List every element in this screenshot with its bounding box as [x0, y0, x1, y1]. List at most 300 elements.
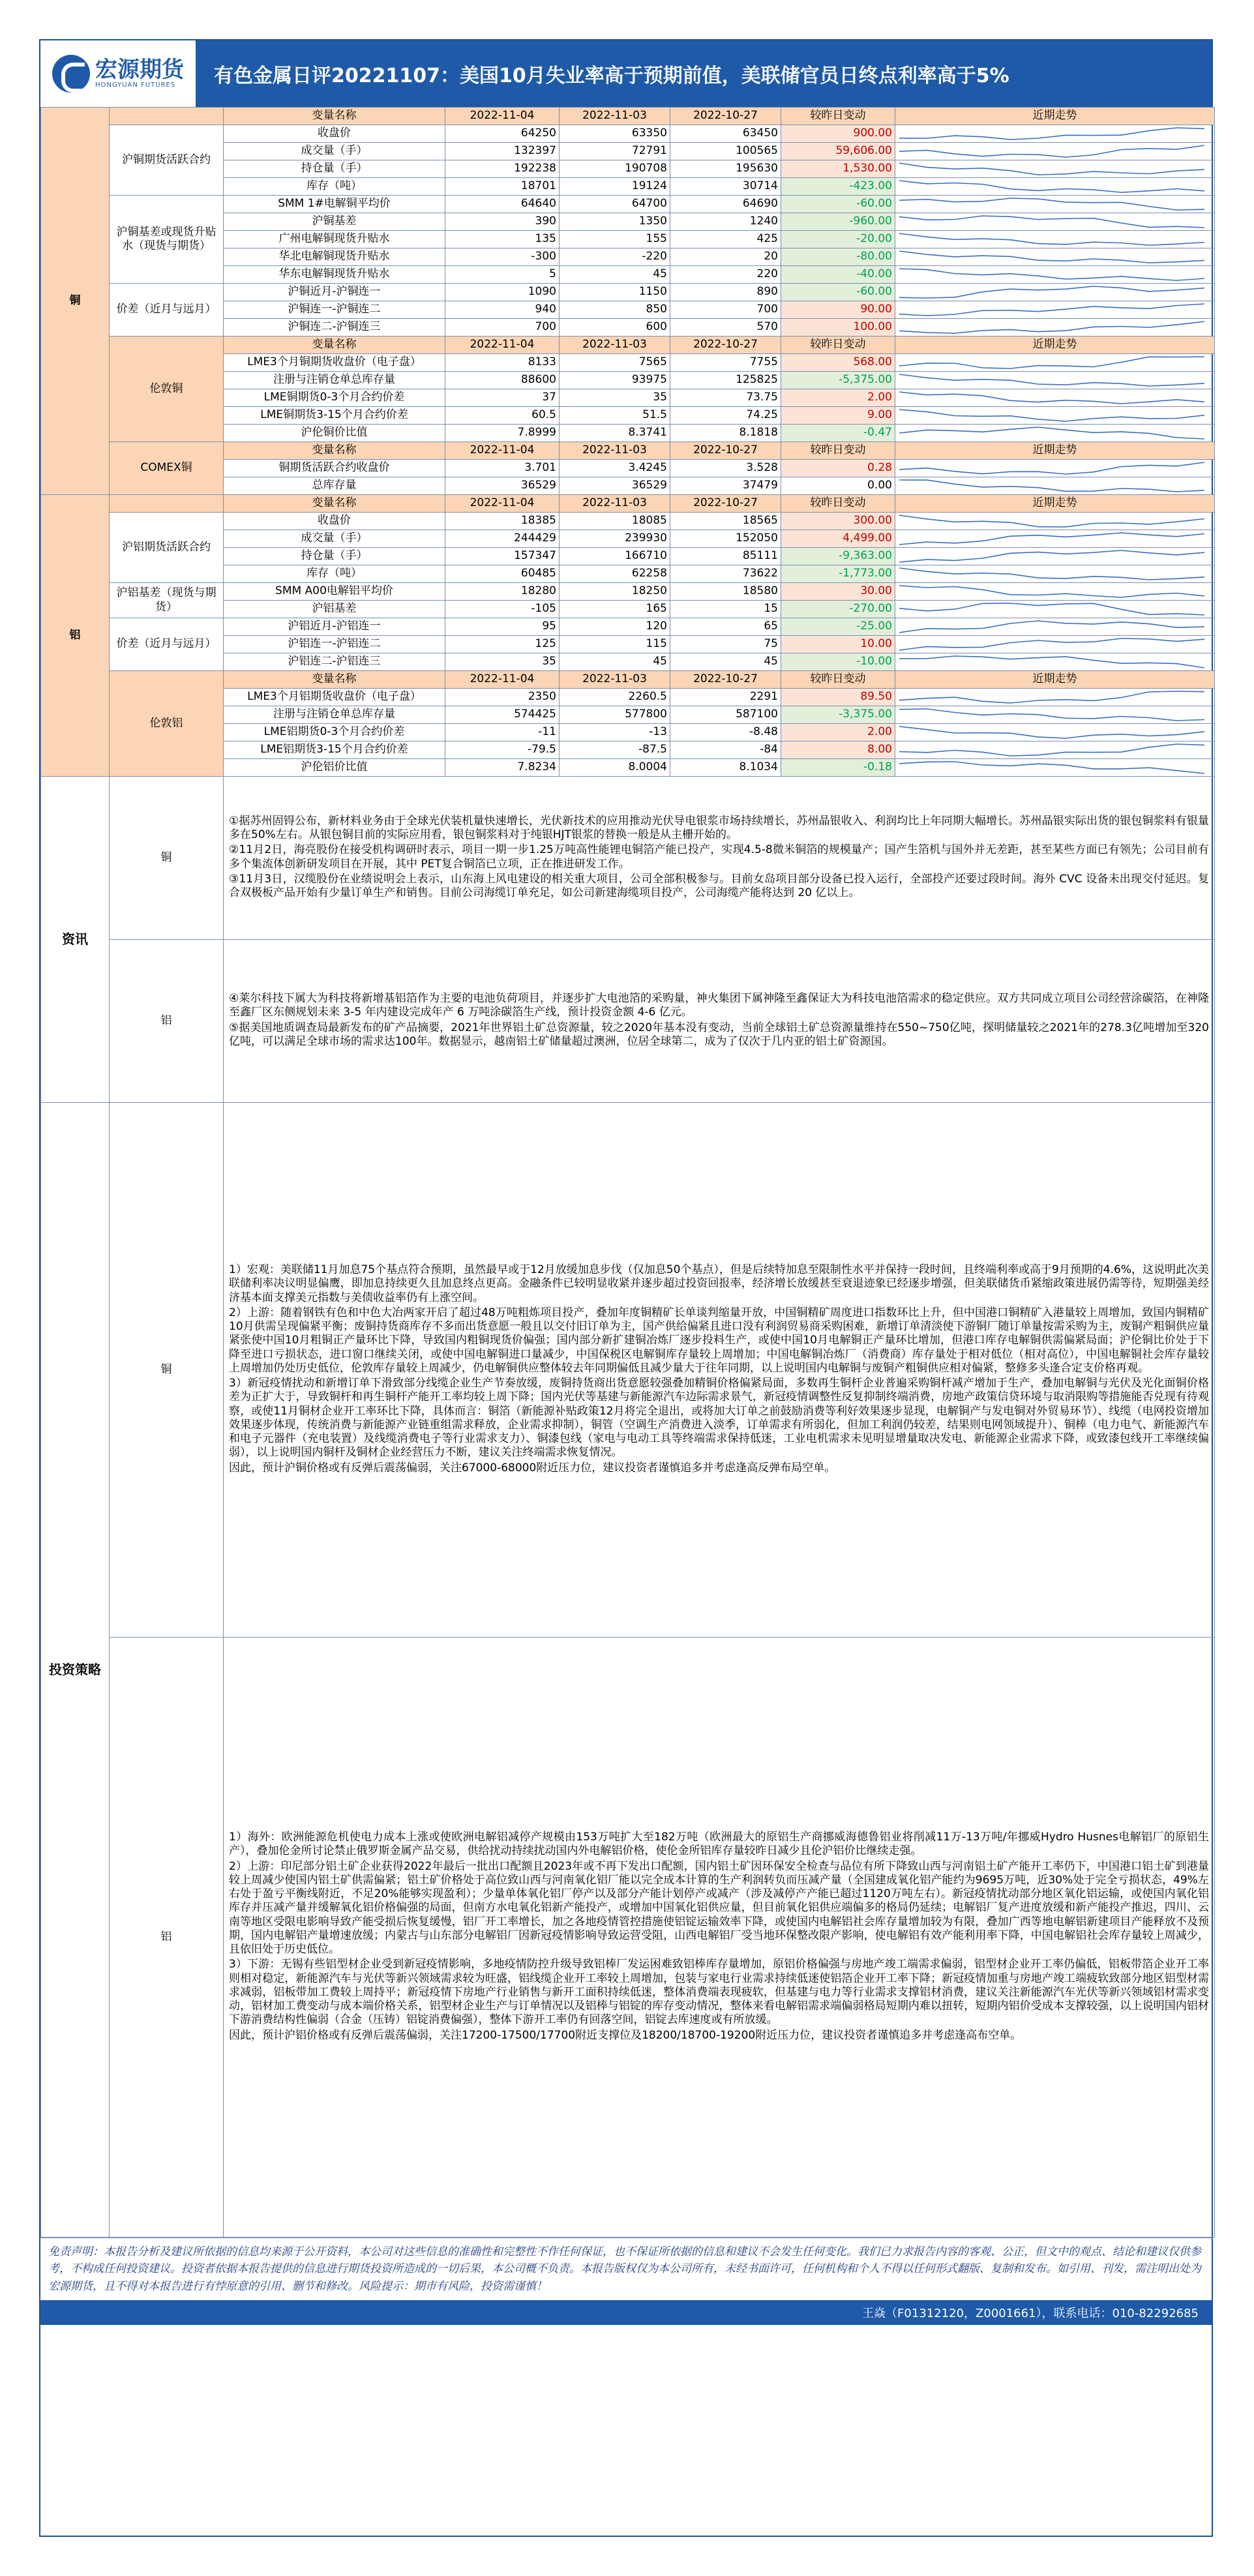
- change-cell: -25.00: [781, 618, 895, 636]
- sparkline-series: [899, 233, 1204, 245]
- report-page: [39, 39, 1213, 2537]
- trend-cell: [895, 477, 1215, 495]
- change-cell: -270.00: [781, 601, 895, 618]
- sparkline: [895, 320, 1208, 335]
- sparkline-series: [899, 145, 1204, 157]
- sparkline-series: [899, 410, 1204, 421]
- sparkline: [895, 408, 1208, 423]
- value-cell: 115: [560, 636, 670, 653]
- sparkline: [895, 267, 1208, 282]
- value-cell: -84: [670, 741, 781, 759]
- row-label: 总库存量: [224, 477, 445, 495]
- row-label: 库存（吨）: [224, 565, 445, 583]
- value-cell: 600: [560, 319, 670, 337]
- value-cell: 63350: [560, 125, 670, 143]
- value-cell: 18385: [445, 513, 560, 530]
- data-table: [40, 107, 1215, 2238]
- value-cell: 18085: [560, 513, 670, 530]
- header-change: 较昨日变动: [781, 495, 895, 513]
- row-label: 沪铝连二-沪铝连三: [224, 653, 445, 671]
- sparkline-series: [899, 603, 1204, 615]
- value-cell: 35: [445, 653, 560, 671]
- trend-cell: [895, 601, 1215, 618]
- table-header-row: [41, 442, 1215, 460]
- value-cell: 577800: [560, 706, 670, 724]
- sparkline-series: [899, 269, 1204, 280]
- value-cell: -11: [445, 724, 560, 741]
- value-cell: 220: [670, 266, 781, 284]
- trend-cell: [895, 741, 1215, 759]
- row-label: 沪铝基差: [224, 601, 445, 618]
- change-cell: 1,530.00: [781, 160, 895, 178]
- sparkline: [895, 707, 1208, 723]
- value-cell: 244429: [445, 530, 560, 548]
- paragraph: 1）海外：欧洲能源危机使电力成本上涨或使欧洲电解铝减停产规模由153万吨扩大至182万吨（欧洲最大的原铝生产商挪威海德鲁铝业将削减11万-13万吨/年挪威Hydro Husnes电解铝厂的原铝生产），叠加伦金所讨论禁止俄罗斯金属产品交易，供给扰动持续扰动国内外电解铝价格，使伦金所铝库存量较昨日减少且伦沪铝价比继续走强。: [229, 1831, 1209, 1858]
- trend-cell: [895, 248, 1215, 266]
- value-cell: 18250: [560, 583, 670, 601]
- value-cell: 64700: [560, 196, 670, 213]
- row-label: LME铝期货0-3个月合约价差: [224, 724, 445, 741]
- sparkline: [895, 302, 1208, 318]
- contact-info: 王焱（F01312120，Z0001661），联系电话：010-82292685: [862, 2307, 1199, 2321]
- row-label: 华东电解铜现货升贴水: [224, 266, 445, 284]
- change-cell: 568.00: [781, 354, 895, 372]
- news-copper-row: [41, 777, 1215, 940]
- value-cell: 64640: [445, 196, 560, 213]
- sparkline-series: [899, 533, 1204, 545]
- trend-cell: [895, 636, 1215, 653]
- table-row: [41, 284, 1215, 301]
- sparkline-series: [899, 304, 1204, 316]
- header-date-2: 2022-11-03: [560, 442, 670, 460]
- value-cell: 125: [445, 636, 560, 653]
- value-cell: 940: [445, 301, 560, 319]
- header-trend: 近期走势: [895, 442, 1215, 460]
- paragraph: ④莱尔科技下属大为科技将新增基铝箔作为主要的电池负荷项目，并逐步扩大电池箔的采购量，神火集团下属神隆至鑫保证大为科技电池箔需求的稳定供应。双方共同成立项目公司经营涂碳箔，在神隆至鑫厂区东侧规划未来 3-5 年内建设完成年产 6 万吨涂碳箔生产线，预计投资金额 4-6 亿元。: [229, 992, 1209, 1019]
- value-cell: 73.75: [670, 389, 781, 407]
- value-cell: -79.5: [445, 741, 560, 759]
- news-section-label: 资讯: [41, 777, 110, 1103]
- row-label: 铜期货活跃合约收盘价: [224, 460, 445, 477]
- sparkline-series: [899, 515, 1204, 527]
- sparkline: [895, 372, 1208, 388]
- trend-cell: [895, 460, 1215, 477]
- strategy-section-label: 投资策略: [41, 1103, 110, 2238]
- row-label: 沪铝连一-沪铝连二: [224, 636, 445, 653]
- header-variable: 变量名称: [224, 442, 445, 460]
- header-date-1: 2022-11-04: [445, 495, 560, 513]
- paragraph: 3）下游：无锡有些铝型材企业受到新冠疫情影响，多地疫情防控升级导致铝棒厂发运困难致铝棒库存量增加，原铝价格偏强与房地产竣工端需求偏弱，铝型材企业开工率仍偏低，铝板带箔企业开工率则相对稳定，新能源汽车与光伏等新兴领域需求较为旺盛，铝线缆企业开工率较上周增加，包装与家电行业需求持续低迷使铝箔企业开工率下降；新冠疫情加重与房地产竣工端疲软致部分地区铝型材需求减弱，铝板带加工费较上周持平；新冠疫情下房地产行业销售与新开工面积持续低迷，整体消费端表现疲软，但基建与电力等行业需求支撑铝材消费，建议关注新能源汽车光伏等新兴领域铝材需求变动，铝材加工费变动与成本端价格关系，铝型材企业生产与订单情况以及铝棒与铝锭的库存变动情况，整体来看电解铝需求端偏弱格局短期内难以扭转，短期内铝价受成本支撑较强，以上说明国内铝材下游消费结构性偏弱（合金（压铸）铝锭消费偏强），整体下游开工率仍有回落空间，铝锭去库速度或有所放缓。: [229, 1958, 1209, 2027]
- value-cell: 165: [560, 601, 670, 618]
- value-cell: 1150: [560, 284, 670, 301]
- group-label: 沪铝基差（现货与期货）: [110, 583, 224, 618]
- row-label: 沪铜基差: [224, 213, 445, 231]
- value-cell: 1090: [445, 284, 560, 301]
- change-cell: 0.28: [781, 460, 895, 477]
- sparkline-series: [899, 427, 1204, 439]
- contact-bar: [40, 2300, 1212, 2325]
- value-cell: 62258: [560, 565, 670, 583]
- row-label: SMM 1#电解铜平均价: [224, 196, 445, 213]
- sparkline-series: [899, 762, 1204, 773]
- value-cell: 45: [670, 653, 781, 671]
- sparkline: [895, 584, 1208, 599]
- change-cell: 8.00: [781, 741, 895, 759]
- sparkline-series: [899, 198, 1204, 210]
- header-blank: [110, 108, 224, 125]
- value-cell: 60485: [445, 565, 560, 583]
- value-cell: 74.25: [670, 407, 781, 425]
- trend-cell: [895, 231, 1215, 248]
- sparkline: [895, 460, 1208, 476]
- change-cell: 300.00: [781, 513, 895, 530]
- group-label: 沪铝期货活跃合约: [110, 513, 224, 583]
- value-cell: 8.1034: [670, 759, 781, 777]
- paragraph: 1）宏观：美联储11月加息75个基点符合预期，虽然最早或于12月放缓加息步伐（仅加息50个基点），但是后续特加息至限制性水平并保持一段时间，且终端利率或高于9月预期的4.6%，这说明此次美联储利率决议明显偏鹰，即加息持续更久且加息终点更高。金融条件已较明显收紧并逐步超过投资回报率，经济增长放缓甚至衰退迹象已经逐步增强，但美联储货币紧缩政策进展仍需等待，短期强美经济基本面支撑美元指数与美债收益率仍有上涨空间。: [229, 1263, 1209, 1304]
- sparkline: [895, 742, 1208, 758]
- value-cell: 18701: [445, 178, 560, 196]
- value-cell: 166710: [560, 548, 670, 565]
- sparkline: [895, 637, 1208, 652]
- header-trend: 近期走势: [895, 671, 1215, 689]
- row-label: LME3个月铜期货收盘价（电子盘）: [224, 354, 445, 372]
- value-cell: 2260.5: [560, 689, 670, 706]
- logo-mark-icon: [52, 55, 90, 93]
- trend-cell: [895, 724, 1215, 741]
- value-cell: 15: [670, 601, 781, 618]
- group-label: 沪铜期货活跃合约: [110, 125, 224, 196]
- change-cell: 0.00: [781, 477, 895, 495]
- change-cell: 100.00: [781, 319, 895, 337]
- value-cell: 890: [670, 284, 781, 301]
- group-label: 价差（近月与远月）: [110, 284, 224, 337]
- value-cell: 19124: [560, 178, 670, 196]
- strategy-copper-label: 铜: [110, 1103, 224, 1638]
- header-date-2: 2022-11-03: [560, 108, 670, 125]
- table-header-row: [41, 337, 1215, 354]
- value-cell: 72791: [560, 143, 670, 160]
- value-cell: 7.8999: [445, 425, 560, 442]
- paragraph: ⑤据美国地质调查局最新发布的矿产品摘要，2021年世界铝土矿总资源量，较之2020年基本没有变动，当前全球铝土矿总资源量维持在550~750亿吨，探明储量较之2021年的278.3亿吨增加至320亿吨，可以满足全球市场的需求达100年。数据显示，越南铝土矿储量超过澳洲，位居全球第二，成为了仅次于几内亚的铝土矿资源国。: [229, 1021, 1209, 1048]
- header-date-3: 2022-10-27: [670, 442, 781, 460]
- sparkline: [895, 196, 1208, 212]
- value-cell: 64250: [445, 125, 560, 143]
- value-cell: 155: [560, 231, 670, 248]
- value-cell: 8.0004: [560, 759, 670, 777]
- row-label: LME铝期货3-15个月合约价差: [224, 741, 445, 759]
- header-date-3: 2022-10-27: [670, 108, 781, 125]
- value-cell: 65: [670, 618, 781, 636]
- table-header-row: [41, 495, 1215, 513]
- table-header-row: [41, 671, 1215, 689]
- report-title: 有色金属日评20221107：美国10月失业率高于预期前值，美联储官员日终点利率高于5%: [214, 65, 1009, 87]
- value-cell: 125825: [670, 372, 781, 389]
- change-cell: 90.00: [781, 301, 895, 319]
- sparkline-series: [899, 286, 1204, 298]
- trend-cell: [895, 354, 1215, 372]
- sparkline-series: [899, 462, 1204, 474]
- sparkline: [895, 478, 1208, 494]
- value-cell: 2291: [670, 689, 781, 706]
- news-aluminum-row: [41, 940, 1215, 1103]
- value-cell: 36529: [445, 477, 560, 495]
- trend-cell: [895, 653, 1215, 671]
- change-cell: -423.00: [781, 178, 895, 196]
- value-cell: 8133: [445, 354, 560, 372]
- header-variable: 变量名称: [224, 337, 445, 354]
- value-cell: 1350: [560, 213, 670, 231]
- change-cell: -60.00: [781, 196, 895, 213]
- change-cell: -40.00: [781, 266, 895, 284]
- sparkline: [895, 355, 1208, 370]
- sparkline-series: [899, 550, 1204, 562]
- sparkline: [895, 548, 1208, 564]
- table-row: [41, 583, 1215, 601]
- value-cell: 192238: [445, 160, 560, 178]
- header-date-1: 2022-11-04: [445, 108, 560, 125]
- change-cell: 900.00: [781, 125, 895, 143]
- value-cell: 570: [670, 319, 781, 337]
- news-copper-label: 铜: [110, 777, 224, 940]
- disclaimer: 免责声明：本报告分析及建议所依据的信息均来源于公开资料，本公司对这些信息的准确性和完整性不作任何保证，也不保证所依据的信息和建议不会发生任何变化。我们已力求报告内容的客观、公正，但文中的观点、结论和建议仅供参考，不构成任何投资建议。投资者依据本报告提供的信息进行期货投资所造成的一切后果，本公司概不负责。本报告版权仅为本公司所有，未经书面许可，任何机构和个人不得以任何形式翻版、复制和发布。如引用、刊发，需注明出处为宏源期货，且不得对本报告进行有悖原意的引用、删节和修改。风险提示：期市有风险，投资需谨慎！: [40, 2238, 1212, 2300]
- change-cell: -5,375.00: [781, 372, 895, 389]
- sparkline-series: [899, 216, 1204, 228]
- change-cell: -3,375.00: [781, 706, 895, 724]
- trend-cell: [895, 407, 1215, 425]
- sparkline: [895, 425, 1208, 441]
- value-cell: 7755: [670, 354, 781, 372]
- change-cell: -20.00: [781, 231, 895, 248]
- value-cell: 37: [445, 389, 560, 407]
- sparkline: [895, 689, 1208, 705]
- change-cell: -60.00: [781, 284, 895, 301]
- table-row: [41, 513, 1215, 530]
- value-cell: 190708: [560, 160, 670, 178]
- header-date-1: 2022-11-04: [445, 337, 560, 354]
- sparkline: [895, 232, 1208, 247]
- sparkline-series: [899, 656, 1204, 668]
- trend-cell: [895, 213, 1215, 231]
- sparkline: [895, 725, 1208, 740]
- trend-cell: [895, 196, 1215, 213]
- paragraph: ③11月3日，汉缆股份在业绩说明会上表示，山东海上风电建设的相关重大项目，公司全部积极参与。目前女岛项目部分设备已投入运行，全部投产还要过段时间。海外 CVC 设备未出现交付延迟。复合双极板产品开始有少量订单生产和销售。目前公司海缆订单充足，如公司新建海缆项目投产，公司海缆产能将达到 20 亿以上。: [229, 872, 1209, 899]
- sparkline-series: [899, 726, 1204, 738]
- trend-cell: [895, 389, 1215, 407]
- trend-cell: [895, 689, 1215, 706]
- value-cell: 3.528: [670, 460, 781, 477]
- sparkline: [895, 126, 1208, 142]
- trend-cell: [895, 319, 1215, 337]
- strategy-aluminum-text: [224, 1638, 1215, 2238]
- value-cell: 3.4245: [560, 460, 670, 477]
- report-header: [40, 40, 1212, 107]
- value-cell: 60.5: [445, 407, 560, 425]
- change-cell: 59,606.00: [781, 143, 895, 160]
- row-label: 广州电解铜现货升贴水: [224, 231, 445, 248]
- value-cell: 850: [560, 301, 670, 319]
- sparkline-series: [899, 181, 1204, 192]
- header-change: 较昨日变动: [781, 671, 895, 689]
- trend-cell: [895, 125, 1215, 143]
- value-cell: 425: [670, 231, 781, 248]
- sparkline-series: [899, 691, 1204, 703]
- header-change: 较昨日变动: [781, 337, 895, 354]
- value-cell: 20: [670, 248, 781, 266]
- sparkline-series: [899, 322, 1204, 333]
- value-cell: 100565: [670, 143, 781, 160]
- trend-cell: [895, 618, 1215, 636]
- value-cell: 18580: [670, 583, 781, 601]
- value-cell: 195630: [670, 160, 781, 178]
- change-cell: 9.00: [781, 407, 895, 425]
- change-cell: -9,363.00: [781, 548, 895, 565]
- change-cell: 30.00: [781, 583, 895, 601]
- trend-cell: [895, 143, 1215, 160]
- paragraph: 2）上游：印尼部分铝土矿企业获得2022年最后一批出口配额且2023年或不再下发出口配额，国内铝土矿因环保安全检查与品位有所下降致山西与河南铝土矿产能开工率仍下，中国港口铝土矿到港量较上周减少使国内铝土矿供需偏紧；铝土矿价格处于高位致山西与河南氧化铝厂能以完全成本计算的生产利润转负而压减产量（全国建成氧化铝产能约为9695万吨，近30%处于完全亏损状态，49%左右处于盈亏平衡线附近，不足20%能够实现盈利）；少量单体氧化铝厂停产以及部分产能计划停产或减产（涉及减停产产能已超过1120万吨左右）。新冠疫情扰动部分地区氧化铝运输，或使国内氧化铝库存并压减产量并缓解氧化铝价格偏强的局面，但南方水电氧化铝新产能投产，或增加中国氧化铝供应量，但目前氧化铝供应端偏多的格局仍延续；电解铝厂复产进度放缓和新产能投产推迟，四川、云南等地区受限电影响导致产能受损后恢复缓慢，铝厂开工率增长，加之各地疫情管控措施使铝锭运输效率下降，或使国内电解铝社会库存量增加较为有限，叠加广西等地电解铝新建项目产能释放不及预期，国内电解铝产量增速放缓；内蒙古与山东部分电解铝厂因新冠疫情影响导致运营受阻，山西电解铝厂受当地环保整改限产影响，使电解铝有效产能利用率下降，中国电解铝社会库存量较上周减少，且依旧处于历史低位。: [229, 1859, 1209, 1956]
- value-cell: -8.48: [670, 724, 781, 741]
- table-row: [41, 125, 1215, 143]
- row-label: 持仓量（手）: [224, 160, 445, 178]
- value-cell: 390: [445, 213, 560, 231]
- logo-name: 宏源期货: [95, 56, 184, 83]
- change-cell: 10.00: [781, 636, 895, 653]
- value-cell: 587100: [670, 706, 781, 724]
- trend-cell: [895, 160, 1215, 178]
- row-label: 收盘价: [224, 125, 445, 143]
- row-label: LME铜期货0-3个月合约价差: [224, 389, 445, 407]
- value-cell: 7565: [560, 354, 670, 372]
- trend-cell: [895, 565, 1215, 583]
- header-trend: 近期走势: [895, 337, 1215, 354]
- sparkline: [895, 760, 1208, 775]
- value-cell: 2350: [445, 689, 560, 706]
- sparkline-series: [899, 568, 1204, 580]
- value-cell: 7.8234: [445, 759, 560, 777]
- value-cell: 63450: [670, 125, 781, 143]
- change-cell: -0.47: [781, 425, 895, 442]
- trend-cell: [895, 301, 1215, 319]
- header-date-3: 2022-10-27: [670, 495, 781, 513]
- sparkline-series: [899, 392, 1204, 404]
- trend-cell: [895, 706, 1215, 724]
- value-cell: 1240: [670, 213, 781, 231]
- value-cell: 700: [445, 319, 560, 337]
- group-label: 伦敦铝: [110, 671, 224, 777]
- header-trend: 近期走势: [895, 108, 1215, 125]
- trend-cell: [895, 284, 1215, 301]
- value-cell: 73622: [670, 565, 781, 583]
- change-cell: 4,499.00: [781, 530, 895, 548]
- sparkline-series: [899, 709, 1204, 721]
- sparkline-series: [899, 744, 1204, 756]
- sparkline-series: [899, 586, 1204, 597]
- value-cell: 36529: [560, 477, 670, 495]
- row-label: 成交量（手）: [224, 143, 445, 160]
- header-date-1: 2022-11-04: [445, 671, 560, 689]
- paragraph: 2）上游：随着钢铁有色和中色大冶两家开启了超过48万吨粗炼项目投产，叠加年度铜精矿长单谈判缩量开放，中国铜精矿周度进口指数环比上升，但中国港口铜精矿入港量较上周增加，致国内铜精矿10月供需呈现偏紧平衡；废铜持货商库存不多而出货意愿一般且以交付旧订单为主，国产供给偏紧且进口没有利润贸易商采购困难，新增订单清淡使下游铜厂随订单量按需采购为主，废铜产粗铜供应量紧张使中国10月粗铜正产量环比下降，导致国内粗铜现货价偏强；国内部分新扩建铜冶炼厂逐步投料生产，或使中国10月电解铜正产量环比增加，但港口库存电解铜供需偏紧局面；沪伦铜比价处于下降至进口亏损状态，进口窗口继续关闭，或使中国电解铜进口量减少，中国保税区电解铜库存量较上周增加；中国电解铜冶炼厂（消费商）库存量处于相对低位（相对高位），中国电解铜社会库存量较上周增加仍处历史低位，伦敦库存量较上周减少，仍电解铜供应整体较去年同期偏低且减少量大于往年同期，以上说明国内电解铜与废铜产粗铜供应相对偏紧，整修多头逢合定支价格再观。: [229, 1306, 1209, 1375]
- value-cell: 152050: [670, 530, 781, 548]
- header-trend: 近期走势: [895, 495, 1215, 513]
- sparkline-series: [899, 357, 1204, 368]
- value-cell: -13: [560, 724, 670, 741]
- value-cell: -300: [445, 248, 560, 266]
- sparkline-series: [899, 374, 1204, 386]
- sparkline-series: [899, 480, 1204, 492]
- row-label: 沪铜连一-沪铜连二: [224, 301, 445, 319]
- value-cell: 64690: [670, 196, 781, 213]
- news-aluminum-text: [224, 940, 1215, 1103]
- sparkline: [895, 531, 1208, 547]
- change-cell: -0.18: [781, 759, 895, 777]
- trend-cell: [895, 513, 1215, 530]
- header-date-1: 2022-11-04: [445, 442, 560, 460]
- trend-cell: [895, 530, 1215, 548]
- change-cell: -80.00: [781, 248, 895, 266]
- group-label: 沪铜基差或现货升贴水（现货与期货）: [110, 196, 224, 284]
- strategy-copper-row: [41, 1103, 1215, 1638]
- group-label: 价差（近月与远月）: [110, 618, 224, 671]
- value-cell: 120: [560, 618, 670, 636]
- table-row: [41, 196, 1215, 213]
- group-label: 伦敦铜: [110, 337, 224, 442]
- change-cell: 89.50: [781, 689, 895, 706]
- row-label: 沪铝近月-沪铝连一: [224, 618, 445, 636]
- header-variable: 变量名称: [224, 671, 445, 689]
- paragraph: 因此，预计沪铝价格或有反弹后震荡偏弱，关注17200-17500/17700附近支撑位及18200/18700-19200附近压力位，建议投资者谨慎追多并考虑逢高布空单。: [229, 2028, 1022, 2042]
- value-cell: 18565: [670, 513, 781, 530]
- strategy-aluminum-row: [41, 1638, 1215, 2238]
- row-label: 沪铜近月-沪铜连一: [224, 284, 445, 301]
- row-label: 沪伦铜价比值: [224, 425, 445, 442]
- row-label: 成交量（手）: [224, 530, 445, 548]
- sparkline: [895, 390, 1208, 406]
- table-row: [41, 618, 1215, 636]
- sparkline: [895, 284, 1208, 300]
- row-label: LME铜期货3-15个月合约价差: [224, 407, 445, 425]
- sparkline: [895, 601, 1208, 617]
- change-cell: -1,773.00: [781, 565, 895, 583]
- value-cell: 157347: [445, 548, 560, 565]
- header-date-3: 2022-10-27: [670, 337, 781, 354]
- value-cell: 88600: [445, 372, 560, 389]
- value-cell: 18280: [445, 583, 560, 601]
- value-cell: 93975: [560, 372, 670, 389]
- sparkline: [895, 214, 1208, 230]
- header-date-2: 2022-11-03: [560, 671, 670, 689]
- sparkline-series: [899, 128, 1204, 140]
- sparkline-series: [899, 163, 1204, 175]
- news-copper-text: [224, 777, 1215, 940]
- value-cell: 75: [670, 636, 781, 653]
- value-cell: 8.3741: [560, 425, 670, 442]
- value-cell: 51.5: [560, 407, 670, 425]
- trend-cell: [895, 425, 1215, 442]
- change-cell: -10.00: [781, 653, 895, 671]
- sparkline-series: [899, 638, 1204, 650]
- trend-cell: [895, 583, 1215, 601]
- value-cell: 85111: [670, 548, 781, 565]
- trend-cell: [895, 266, 1215, 284]
- value-cell: 45: [560, 653, 670, 671]
- row-label: 注册与注销仓单总库存量: [224, 706, 445, 724]
- sparkline: [895, 249, 1208, 265]
- value-cell: -105: [445, 601, 560, 618]
- row-label: 沪伦铝价比值: [224, 759, 445, 777]
- header-date-2: 2022-11-03: [560, 495, 670, 513]
- value-cell: 574425: [445, 706, 560, 724]
- strategy-copper-text: [224, 1103, 1215, 1638]
- trend-cell: [895, 548, 1215, 565]
